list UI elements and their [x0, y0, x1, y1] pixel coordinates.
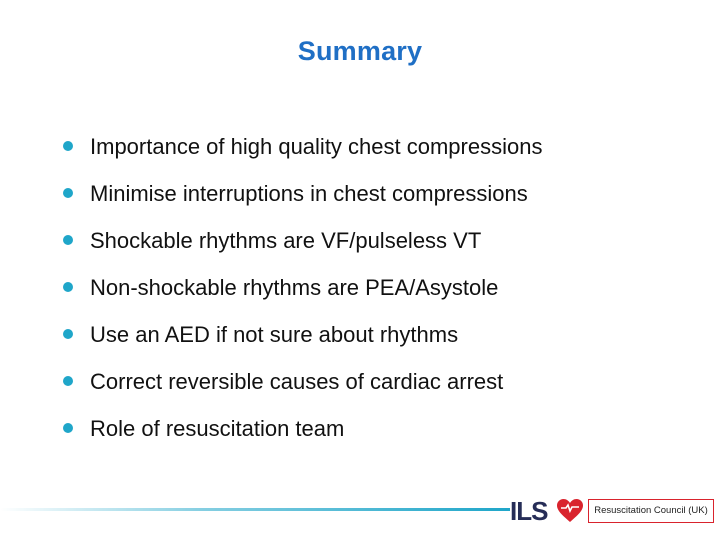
ils-logo-text: ILS — [510, 496, 548, 526]
bullet-dot-icon — [63, 329, 73, 339]
bullet-dot-icon — [63, 141, 73, 151]
bullet-text: Correct reversible causes of cardiac arrest — [90, 369, 504, 394]
bullet-item — [60, 363, 700, 410]
bullet-item — [60, 269, 700, 316]
organization-label: Resuscitation Council (UK) — [588, 499, 714, 523]
bullet-item — [60, 175, 700, 222]
ils-logo — [510, 494, 715, 528]
bullet-text: Use an AED if not sure about rhythms — [90, 322, 459, 347]
heart-icon — [556, 498, 584, 524]
bullet-item — [60, 410, 700, 457]
bullet-item — [60, 222, 700, 269]
bullet-list — [60, 128, 700, 457]
footer-divider — [0, 508, 510, 511]
bullet-dot-icon — [63, 188, 73, 198]
bullet-dot-icon — [63, 282, 73, 292]
bullet-text: Role of resuscitation team — [90, 416, 345, 441]
bullet-dot-icon — [63, 423, 73, 433]
bullet-item — [60, 316, 700, 363]
slide-title: Summary — [297, 36, 423, 66]
bullet-text: Minimise interruptions in chest compressions — [90, 181, 528, 206]
bullet-text: Shockable rhythms are VF/pulseless VT — [90, 228, 482, 253]
bullet-item — [60, 128, 700, 175]
bullet-text: Non-shockable rhythms are PEA/Asystole — [90, 275, 499, 300]
bullet-dot-icon — [63, 376, 73, 386]
bullet-text: Importance of high quality chest compressions — [90, 134, 543, 159]
bullet-dot-icon — [63, 235, 73, 245]
